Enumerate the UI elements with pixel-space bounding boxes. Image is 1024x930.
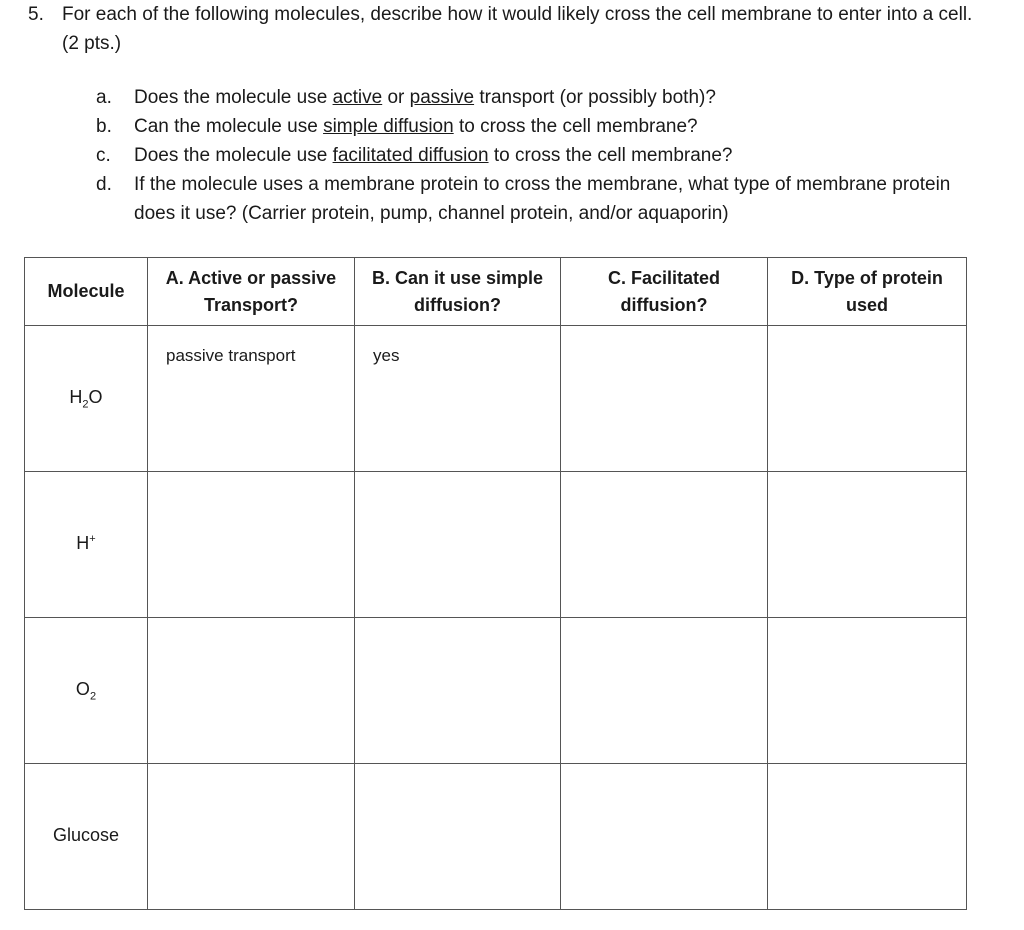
subquestion-c xyxy=(96,141,976,170)
molecule-cell: Glucose xyxy=(25,764,148,910)
underlined-term-active: active xyxy=(332,87,383,108)
answer-cell-b[interactable]: yes xyxy=(355,326,561,472)
answer-cell-b[interactable] xyxy=(355,618,561,764)
header-molecule: Molecule xyxy=(25,258,148,326)
answer-cell-c[interactable] xyxy=(561,326,768,472)
subquestion-letter: a. xyxy=(96,87,112,108)
answer-cell-c[interactable] xyxy=(561,764,768,910)
molecule-cell: H+ xyxy=(25,472,148,618)
header-protein-type: D. Type of protein used xyxy=(768,258,967,326)
answer-cell-d[interactable] xyxy=(768,764,967,910)
molecule-cell: $H_2O$ xyxy=(25,326,148,472)
answer-cell-a[interactable] xyxy=(148,472,355,618)
subquestion-a xyxy=(96,83,976,112)
answer-table xyxy=(24,257,967,910)
answer-cell-d[interactable] xyxy=(768,472,967,618)
subquestion-d xyxy=(96,170,976,228)
subquestion-letter: b. xyxy=(96,116,112,137)
table-row xyxy=(25,618,967,764)
answer-cell-d[interactable] xyxy=(768,618,967,764)
table-row xyxy=(25,326,967,472)
question-number: 5. xyxy=(28,4,44,25)
answer-cell-a[interactable] xyxy=(148,764,355,910)
answer-cell-a[interactable] xyxy=(148,618,355,764)
subquestion-text: Can the molecule use simple diffusion to cross the cell membrane? xyxy=(134,116,698,137)
header-active-passive: A. Active or passive Transport? xyxy=(148,258,355,326)
table-row xyxy=(25,764,967,910)
table-header-row xyxy=(25,258,967,326)
answer-cell-c[interactable] xyxy=(561,618,768,764)
underlined-term-simple-diffusion: simple diffusion xyxy=(323,116,454,137)
subquestion-text: Does the molecule use facilitated diffusion to cross the cell membrane? xyxy=(134,145,733,166)
question-text: For each of the following molecules, describe how it would likely cross the cell membrane to enter into a cell. (2 pts.) xyxy=(62,4,973,54)
answer-cell-b[interactable] xyxy=(355,472,561,618)
answer-cell-a[interactable]: passive transport xyxy=(148,326,355,472)
molecule-cell: $O_2$ xyxy=(25,618,148,764)
header-facilitated-diffusion: C. Facilitated diffusion? xyxy=(561,258,768,326)
subquestion-text: Does the molecule use active or passive transport (or possibly both)? xyxy=(134,87,716,108)
answer-cell-d[interactable] xyxy=(768,326,967,472)
subquestion-letter: d. xyxy=(96,174,112,195)
subquestion-b xyxy=(96,112,976,141)
subquestion-text: If the molecule uses a membrane protein to cross the membrane, what type of membrane protein does it use? (Carrier protein, pump, channel protein, and/or aquaporin) xyxy=(134,174,951,224)
underlined-term-passive: passive xyxy=(409,87,475,108)
subquestion-letter: c. xyxy=(96,145,111,166)
table-row xyxy=(25,472,967,618)
answer-cell-b[interactable] xyxy=(355,764,561,910)
answer-cell-c[interactable] xyxy=(561,472,768,618)
header-simple-diffusion: B. Can it use simple diffusion? xyxy=(355,258,561,326)
underlined-term-facilitated-diffusion: facilitated diffusion xyxy=(332,145,489,166)
subquestion-list xyxy=(96,83,976,228)
